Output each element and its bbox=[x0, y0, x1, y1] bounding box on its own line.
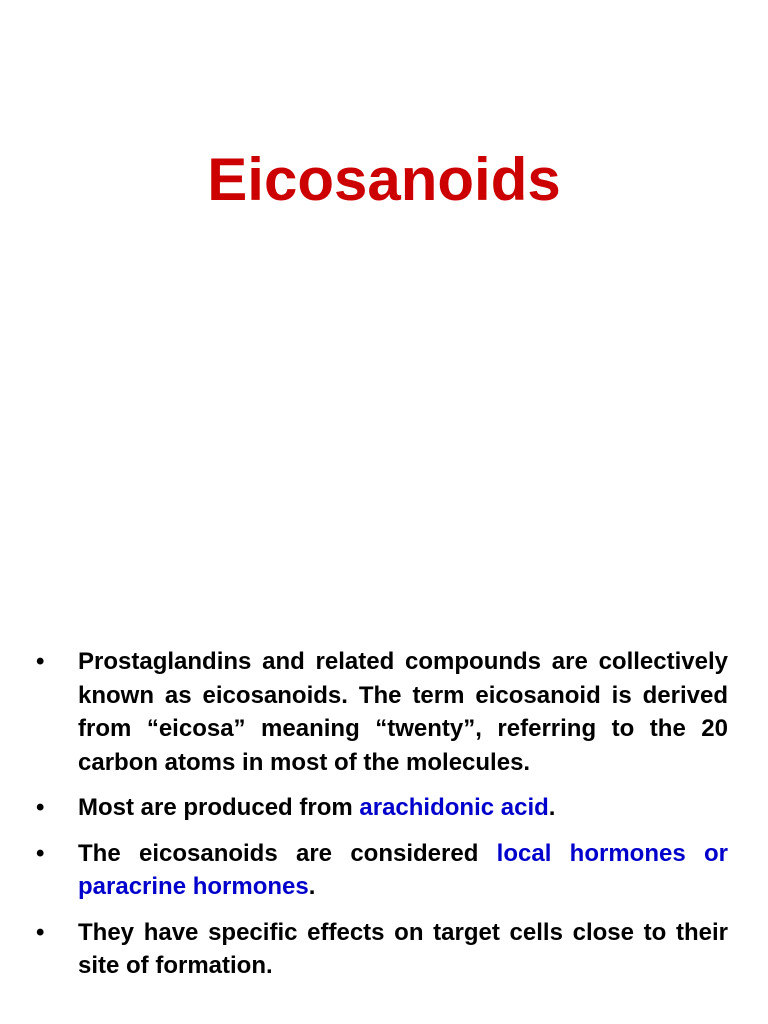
highlight-term: local hormones or paracrine hormones bbox=[78, 839, 728, 900]
bullet-item bbox=[36, 791, 728, 825]
bullet-text: Prostaglandins and related compounds are collectively known as eicosanoids. The term eicosanoid is derived from “eicosa” meaning “twenty”, referring to the 20 carbon atoms in most of the molecules. bbox=[78, 648, 728, 776]
bullet-text-end: . bbox=[308, 873, 316, 900]
bullet-text: They have specific effects on target cells close to their site of formation. bbox=[78, 918, 728, 979]
bullet-item bbox=[36, 837, 728, 904]
slide-title: Eicosanoids bbox=[207, 146, 561, 213]
bullet-icon: • bbox=[36, 918, 45, 946]
bullet-text: The eicosanoids are considered bbox=[78, 839, 497, 867]
bullet-icon: • bbox=[36, 839, 45, 867]
bullet-item bbox=[36, 916, 728, 983]
bullet-icon: • bbox=[36, 794, 45, 821]
bullet-list bbox=[36, 645, 728, 983]
bullet-icon: • bbox=[36, 648, 45, 675]
bullet-text: Most are produced from bbox=[78, 794, 360, 821]
highlight-term: arachidonic acid bbox=[359, 794, 549, 821]
bullet-text-end: . bbox=[548, 794, 556, 821]
bullet-item bbox=[36, 645, 728, 779]
